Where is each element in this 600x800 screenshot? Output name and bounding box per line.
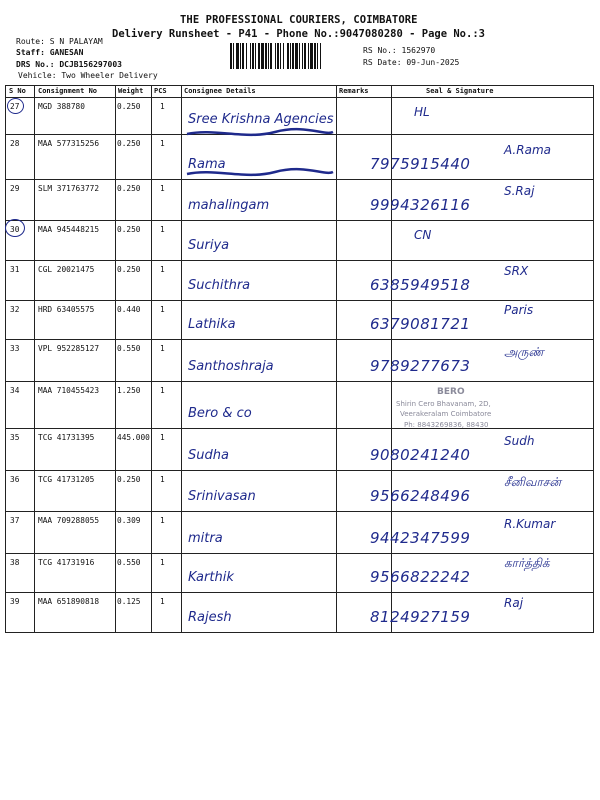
recipient-phone: 9566822242 (370, 568, 471, 586)
row-weight: 0.250 (117, 475, 141, 484)
rs-date: RS Date: 09-Jun-2025 (363, 58, 460, 67)
row-pcs: 1 (160, 475, 165, 484)
signature-scrawl: S.Raj (504, 184, 535, 198)
row-weight: 445.000 (117, 433, 150, 442)
row-pcs: 1 (160, 305, 165, 314)
consignee-name: Suriya (188, 238, 230, 253)
row-consignment: MAA 651890818 (38, 597, 100, 606)
row-consignment: SLM 371763772 (38, 184, 100, 193)
row-pcs: 1 (160, 102, 165, 111)
row-pcs: 1 (160, 433, 165, 442)
col-header-consignee: Consignee Details (184, 87, 256, 95)
row-weight: 0.550 (117, 344, 141, 353)
consignee-name: Karthik (188, 570, 234, 585)
row-consignment: VPL 952285127 (38, 344, 100, 353)
runsheet-subtitle: Delivery Runsheet - P41 - Phone No.:9047080280 - Page No.:3 (112, 28, 485, 40)
row-consignment: HRD 63405575 (38, 305, 95, 314)
row-pcs: 1 (160, 597, 165, 606)
row-weight: 1.250 (117, 386, 141, 395)
stamp-address-line: Veerakeralam Coimbatore (400, 410, 492, 418)
row-consignment: TCG 41731916 (38, 558, 95, 567)
recipient-phone: 6379081721 (370, 315, 471, 333)
scribble-strike (185, 122, 335, 192)
col-header-sno: S No (9, 87, 26, 95)
row-sno: 29 (10, 184, 20, 193)
signature-scrawl: SRX (504, 264, 529, 278)
row-weight: 0.250 (117, 102, 141, 111)
signature-scrawl: அருண் (504, 345, 544, 359)
consignee-name: mahalingam (188, 198, 270, 213)
row-weight: 0.250 (117, 265, 141, 274)
consignee-name: Rama (188, 157, 226, 172)
row-consignment: MAA 945448215 (38, 225, 100, 234)
row-sno: 30 (10, 225, 20, 234)
row-pcs: 1 (160, 265, 165, 274)
recipient-phone: 9442347599 (370, 529, 471, 547)
signature-scrawl: Paris (504, 303, 534, 317)
signature-scrawl: R.Kumar (504, 517, 556, 531)
stamp-address-line: Shirin Cero Bhavanam, 2D, (396, 400, 491, 408)
row-sno: 32 (10, 305, 20, 314)
signature-scrawl: கார்த்திக் (504, 556, 550, 570)
row-pcs: 1 (160, 184, 165, 193)
consignee-name: Rajesh (188, 610, 232, 625)
row-pcs: 1 (160, 344, 165, 353)
row-pcs: 1 (160, 225, 165, 234)
row-consignment: MAA 710455423 (38, 386, 100, 395)
row-sno: 27 (10, 102, 20, 111)
row-sno: 28 (10, 139, 20, 148)
row-weight: 0.250 (117, 184, 141, 193)
rs-number: RS No.: 1562970 (363, 46, 436, 55)
row-sno: 35 (10, 433, 20, 442)
row-pcs: 1 (160, 558, 165, 567)
row-consignment: TCG 41731205 (38, 475, 95, 484)
row-weight: 0.250 (117, 225, 141, 234)
circle-mark (5, 219, 25, 237)
row-consignment: CGL 20021475 (38, 265, 95, 274)
consignee-name: Lathika (188, 317, 236, 332)
recipient-phone: 8124927159 (370, 608, 471, 626)
row-sno: 34 (10, 386, 20, 395)
vehicle-label: Vehicle: Two Wheeler Delivery (18, 71, 158, 80)
row-sno: 33 (10, 344, 20, 353)
row-pcs: 1 (160, 386, 165, 395)
route-label: Route: S N PALAYAM (16, 37, 103, 46)
col-header-weight: Weight (118, 87, 144, 95)
drs-label: DRS No.: DCJB156297003 (16, 60, 122, 69)
row-pcs: 1 (160, 139, 165, 148)
row-consignment: MAA 577315256 (38, 139, 100, 148)
staff-label: Staff: GANESAN (16, 48, 84, 57)
row-sno: 36 (10, 475, 20, 484)
stamp-phone-line: Ph: 8843269836, 88430 (404, 421, 489, 429)
consignee-name: Santhoshraja (188, 359, 274, 374)
consignee-name: Srinivasan (188, 489, 256, 504)
row-weight: 0.550 (117, 558, 141, 567)
row-sno: 37 (10, 516, 20, 525)
row-pcs: 1 (160, 516, 165, 525)
row-consignment: MGD 388780 (38, 102, 85, 111)
stamp-title: BERO (437, 387, 465, 397)
barcode-image (230, 43, 358, 69)
consignee-name: Sree Krishna Agencies (188, 112, 334, 127)
consignee-name: Sudha (188, 448, 229, 463)
recipient-phone: 9566248496 (370, 487, 471, 505)
row-sno: 38 (10, 558, 20, 567)
row-weight: 0.309 (117, 516, 141, 525)
consignee-name: Bero & co (188, 406, 252, 421)
signature-scrawl: CN (414, 228, 432, 242)
row-weight: 0.250 (117, 139, 141, 148)
row-sno: 39 (10, 597, 20, 606)
signature-scrawl: HL (414, 105, 430, 119)
row-sno: 31 (10, 265, 20, 274)
recipient-phone: 9789277673 (370, 357, 471, 375)
signature-scrawl: Raj (504, 596, 524, 610)
consignee-name: mitra (188, 531, 223, 546)
signature-scrawl: Sudh (504, 434, 535, 448)
recipient-phone: 9994326116 (370, 196, 471, 214)
signature-scrawl: சீனிவாசன் (504, 475, 562, 489)
col-header-consignment: Consignment No (38, 87, 98, 95)
col-header-seal: Seal & Signature (426, 87, 494, 95)
row-consignment: MAA 709288055 (38, 516, 100, 525)
recipient-phone: 7975915440 (370, 155, 471, 173)
row-consignment: TCG 41731395 (38, 433, 95, 442)
recipient-phone: 6385949518 (370, 276, 471, 294)
consignee-name: Suchithra (188, 278, 251, 293)
company-title: THE PROFESSIONAL COURIERS, COIMBATORE (180, 14, 418, 26)
recipient-phone: 9080241240 (370, 446, 471, 464)
row-weight: 0.440 (117, 305, 141, 314)
col-header-remarks: Remarks (339, 87, 369, 95)
row-weight: 0.125 (117, 597, 141, 606)
signature-scrawl: A.Rama (504, 143, 551, 157)
circle-mark (7, 98, 24, 114)
col-header-pcs: PCS (154, 87, 167, 95)
